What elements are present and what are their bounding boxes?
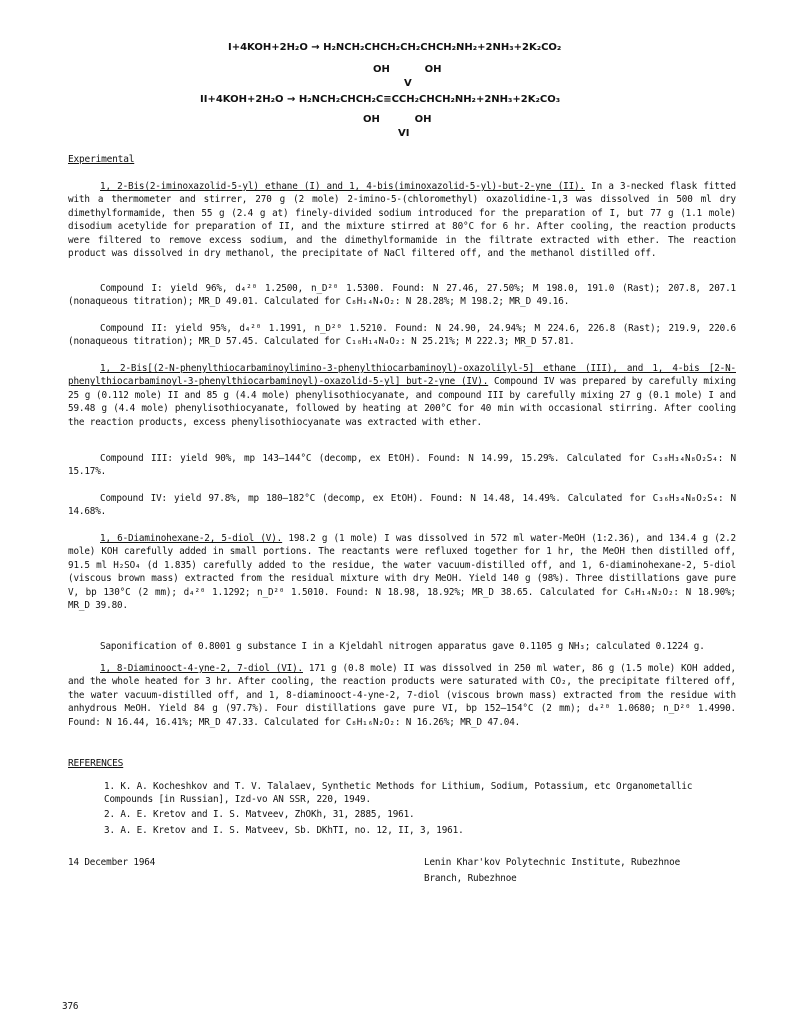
paragraph-body: Compound IV: yield 97.8%, mp 180–182°C (decomp, ex EtOH). Found: N 14.48, 14.49%. Calculated for C₃₆H₃₄N₈O₂S₄: N 14.68%. bbox=[68, 493, 736, 518]
paragraph-body: Compound I: yield 96%, d₄²⁰ 1.2500, n_D²⁰ 1.5300. Found: N 27.46, 27.50%; M 198.0, 191.0 (Rast); 207.8, 207.1 (nonaqueous titration); MR_D 49.01. Calculated for C₈H₁₄N₄O₂: N 28.28%; M 198.2; MR_D 49.16. bbox=[68, 283, 736, 308]
equation-2: II+4KOH+2H₂O → H₂NCH₂CHCH₂C≡CCH₂CHCH₂NH₂+2NH₃+2K₂CO₃ bbox=[200, 94, 561, 105]
paragraph-body: Compound II: yield 95%, d₄²⁰ 1.1991, n_D²⁰ 1.5210. Found: N 24.90, 24.94%; M 224.6, 226.8 (Rast); 219.9, 220.6 (nonaqueous titration); MR_D 57.45. Calculated for C₁₀H₁₄N₄O₂: N 25.21%; M 222.3; MR_D 57.81. bbox=[68, 323, 736, 348]
compound-label-v: V bbox=[404, 78, 412, 89]
affiliation-line-2: Branch, Rubezhnoe bbox=[424, 873, 517, 884]
paragraph-title: 1, 8-Diaminooct-4-yne-2, 7-diol (VI). bbox=[100, 663, 303, 674]
paragraph-body: Saponification of 0.8001 g substance I in a Kjeldahl nitrogen apparatus gave 0.1105 g NH₃; calculated 0.1224 g. bbox=[100, 641, 705, 652]
received-date: 14 December 1964 bbox=[68, 857, 156, 868]
equation-1-hydroxyls: OH OH bbox=[366, 64, 442, 75]
paragraph-body: 171 g (0.8 mole) II was dissolved in 250 ml water, 86 g (1.5 mole) KOH added, and the whole heated for 3 hr. After cooling, the reaction products were saturated with CO₂, the precipitate filtered off, the water vacuum-distilled off, and 1, 8-diaminooct-4-yne-2, 7-diol (viscous brown mass) extracted from the residue with anhydrous MeOH. Yield 84 g (97.7%). Four distillations gave pure VI, bp 152–154°C (2 mm); d₄²⁰ 1.0680; n_D²⁰ 1.4990. Found: N 16.44, 16.41%; MR_D 47.33. Calculated for C₈H₁₆N₂O₂: N 16.26%; MR_D 47.04. bbox=[68, 663, 736, 728]
reference-item-2: 2. A. E. Kretov and I. S. Matveev, ZhOKh, 31, 2885, 1961. bbox=[104, 809, 415, 820]
paragraph-compound-iv-data bbox=[68, 492, 736, 519]
paragraph-body: In a 3-necked flask fitted with a thermometer and stirrer, 270 g (2 mole) 2-imino-5-(chloromethyl) oxazolidine-1,3 was dissolved in 500 ml dry dimethylformamide, then 55 g (2.4 g at) finely-divided sodium introduced for the preparation of I, but 77 g (1.1 mole) disodium acetylide for preparation of II, and the mixture stirred at 80°C for 6 hr. After cooling, the reaction products were filtered to remove excess sodium, and the dimethylformamide in the filtrate extracted with ether. The reaction product was dissolved in dry methanol, the precipitate of NaCl filtered off, and the methanol distilled off. bbox=[68, 181, 736, 260]
paragraph-body: Compound IV was prepared by carefully mixing 25 g (0.112 mole) II and 85 g (4.4 mole) phenylisothiocyanate, and compound III by carefully mixing 27 g (0.1 mole) I and 59.48 g (4.4 mole) phenylisothiocyanate, followed by heating at 200°C for 40 min with occasional stirring. After cooling the reaction products, excess phenylisothiocyanate was extracted with ether. bbox=[68, 376, 737, 428]
section-heading-references: REFERENCES bbox=[68, 758, 124, 769]
paragraph-body: Compound III: yield 90%, mp 143–144°C (decomp, ex EtOH). Found: N 14.99, 15.29%. Calculated for C₃₈H₃₄N₈O₂S₄: N 15.17%. bbox=[68, 453, 736, 478]
paragraph-compound-i-data bbox=[68, 282, 736, 309]
reference-item-1: 1. K. A. Kocheshkov and T. V. Talalaev, Synthetic Methods for Lithium, Sodium, Potassium, etc Organometallic Compounds [in Russian], Izd-vo AN SSR, 220, 1949. bbox=[104, 781, 693, 806]
equation-2-hydroxyls: OH OH bbox=[356, 114, 432, 125]
paragraph-compound-iii-data bbox=[68, 452, 736, 479]
page-number: 376 bbox=[62, 1001, 79, 1012]
equation-1: I+4KOH+2H₂O → H₂NCH₂CHCH₂CH₂CHCH₂NH₂+2NH₃+2K₂CO₂ bbox=[228, 42, 562, 53]
paragraph-title: 1, 6-Diaminohexane-2, 5-diol (V). bbox=[100, 533, 283, 544]
paragraph-synthesis-vi bbox=[68, 662, 736, 729]
compound-label-vi: VI bbox=[398, 128, 410, 139]
paragraph-title: 1, 2-Bis[(2-N-phenylthiocarbaminoylimino-3-phenylthiocarbaminoyl)-oxazolilyl-5] ethane (III), and 1, 4-bis [2-N-phenylthiocarbaminoyl-3-phenylthiocarbaminoyl)-oxazolid-5-yl] but-2-yne (IV). bbox=[68, 363, 736, 388]
paragraph-title: 1, 2-Bis(2-iminoxazolid-5-yl) ethane (I) and 1, 4-bis(iminoxazolid-5-yl)-but-2-yne (II). bbox=[100, 181, 585, 192]
paragraph-synthesis-v bbox=[68, 532, 736, 612]
paragraph-compound-ii-data bbox=[68, 322, 736, 349]
section-heading-experimental: Experimental bbox=[68, 154, 135, 165]
affiliation-line-1: Lenin Khar'kov Polytechnic Institute, Rubezhnoe bbox=[424, 857, 681, 868]
reference-item-3: 3. A. E. Kretov and I. S. Matveev, Sb. DKhTI, no. 12, II, 3, 1961. bbox=[104, 825, 464, 836]
paragraph-saponification bbox=[68, 640, 736, 653]
paragraph-synthesis-i-ii bbox=[68, 180, 736, 260]
paragraph-synthesis-iii-iv bbox=[68, 362, 736, 429]
paragraph-body: 198.2 g (1 mole) I was dissolved in 572 ml water-MeOH (1:2.36), and 134.4 g (2.2 mole) KOH carefully added in small portions. The reactants were refluxed together for 1 hr, the MeOH then distilled off, 91.5 ml H₂SO₄ (d 1.835) carefully added to the residue, the water vacuum-distilled off, and 1, 6-diaminohexane-2, 5-diol (viscous brown mass) extracted from the residual mixture with dry MeOH. Yield 140 g (98%). Three distillations gave pure V, bp 130°C (2 mm); d₄²⁰ 1.1292; n_D²⁰ 1.5010. Found: N 18.98, 18.92%; MR_D 38.65. Calculated for C₆H₁₄N₂O₂: N 18.90%; MR_D 39.80. bbox=[68, 533, 736, 612]
